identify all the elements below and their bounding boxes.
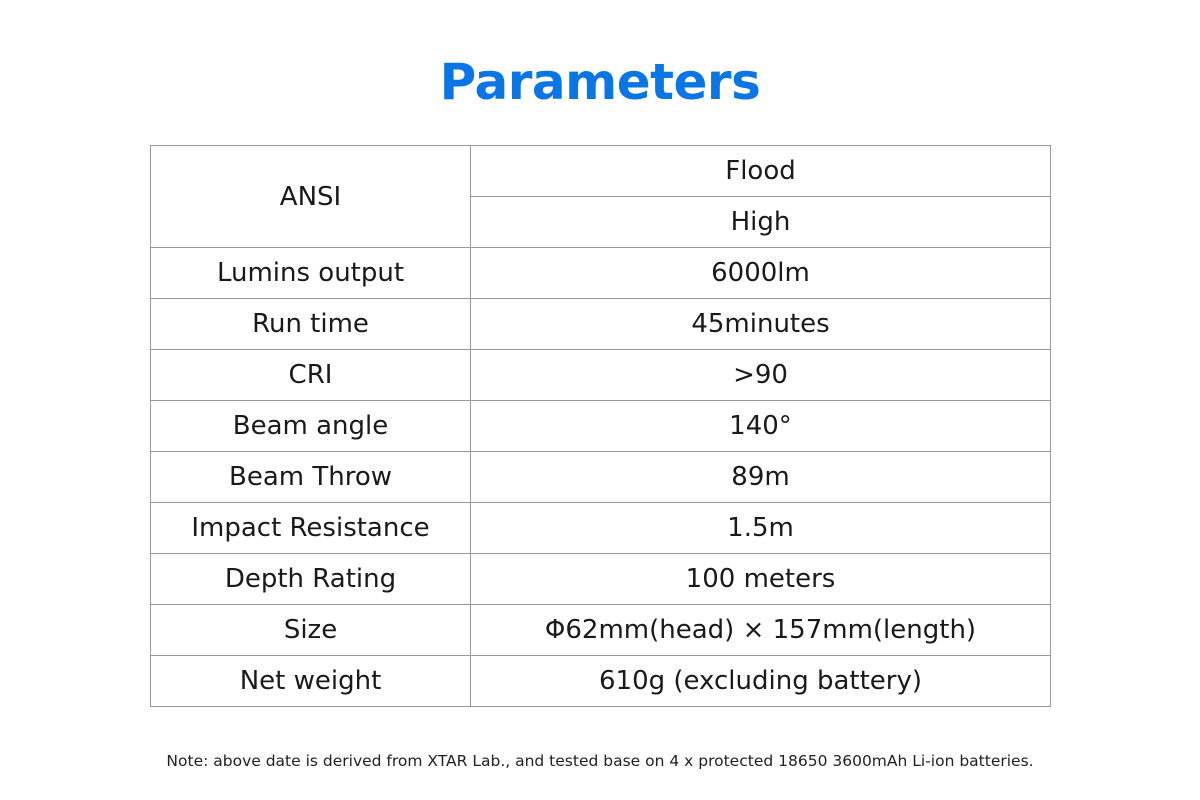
- level-value: High: [471, 197, 1051, 248]
- row-label: CRI: [151, 350, 471, 401]
- row-label: Beam Throw: [151, 452, 471, 503]
- row-value: 6000lm: [471, 248, 1051, 299]
- page-title: Parameters: [439, 53, 761, 111]
- row-value: 140°: [471, 401, 1051, 452]
- table-row: [151, 401, 1051, 452]
- row-label: Run time: [151, 299, 471, 350]
- row-label: Lumins output: [151, 248, 471, 299]
- parameters-table: [150, 145, 1051, 707]
- table-row: [151, 503, 1051, 554]
- table-row: [151, 605, 1051, 656]
- table-row: [151, 452, 1051, 503]
- table-row: [151, 146, 1051, 197]
- row-label: Beam angle: [151, 401, 471, 452]
- footnote: Note: above date is derived from XTAR Lab., and tested base on 4 x protected 18650 3600mAh Li-ion batteries.: [166, 752, 1034, 770]
- mode-value: Flood: [471, 146, 1051, 197]
- row-value: Φ62mm(head) × 157mm(length): [471, 605, 1051, 656]
- row-value: 89m: [471, 452, 1051, 503]
- row-label: Size: [151, 605, 471, 656]
- row-value: 610g (excluding battery): [471, 656, 1051, 707]
- table-row: [151, 248, 1051, 299]
- ansi-label: ANSI: [151, 146, 471, 248]
- table-row: [151, 299, 1051, 350]
- row-value: 45minutes: [471, 299, 1051, 350]
- table-row: [151, 350, 1051, 401]
- table-row: [151, 554, 1051, 605]
- row-label: Depth Rating: [151, 554, 471, 605]
- row-value: >90: [471, 350, 1051, 401]
- table-row: [151, 656, 1051, 707]
- row-label: Impact Resistance: [151, 503, 471, 554]
- row-value: 1.5m: [471, 503, 1051, 554]
- row-label: Net weight: [151, 656, 471, 707]
- row-value: 100 meters: [471, 554, 1051, 605]
